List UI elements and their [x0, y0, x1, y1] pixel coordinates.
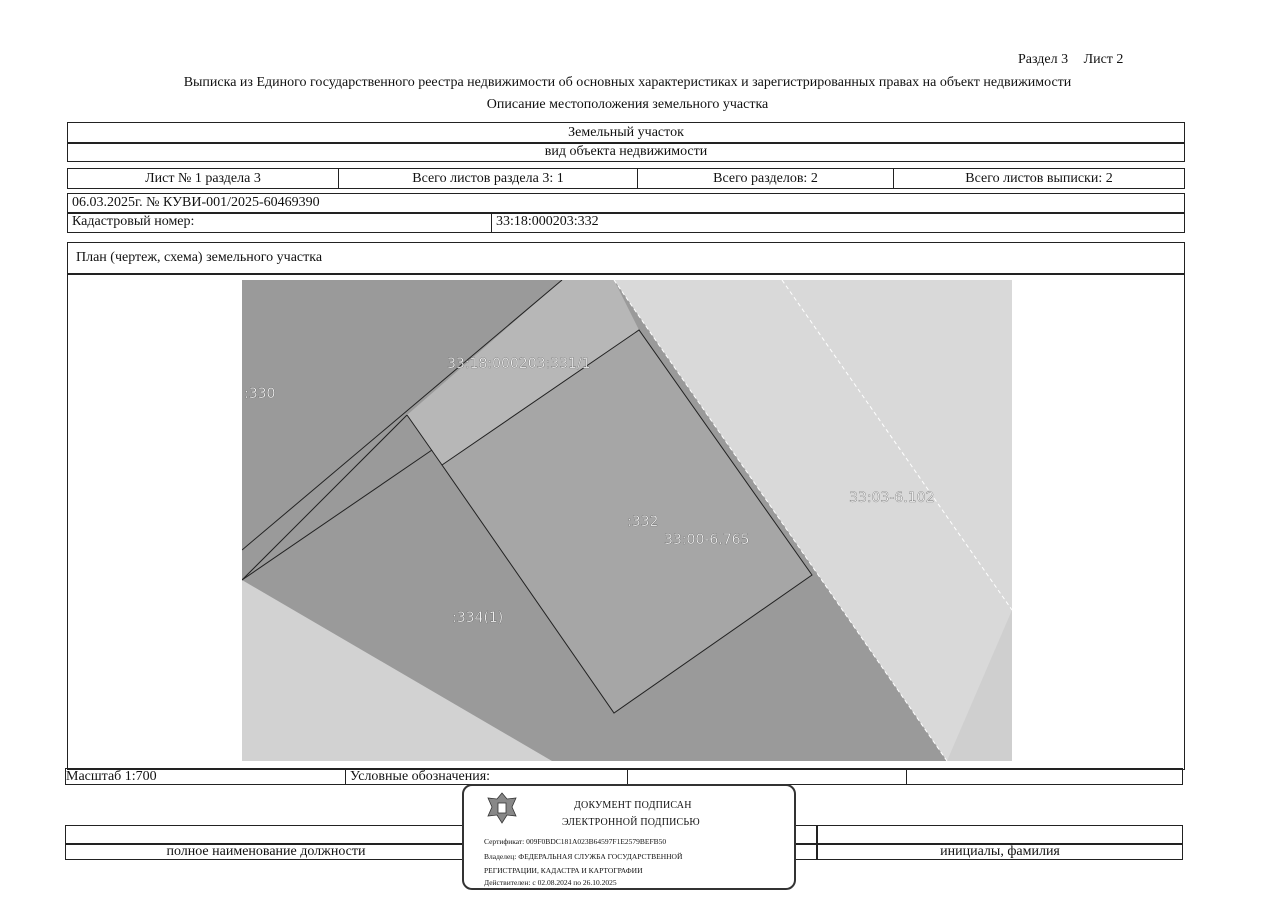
date-number: 06.03.2025г. № КУВИ-001/2025-60469390	[72, 195, 320, 210]
cadastral-label: Кадастровый номер:	[68, 212, 492, 232]
total-sheets: Всего листов выписки: 2	[965, 170, 1113, 186]
emblem-icon	[484, 790, 520, 826]
stamp-validity: Действителен: с 02.08.2024 по 26.10.2025	[484, 878, 617, 887]
scale-label: Масштаб 1:700	[66, 769, 346, 784]
name-label: инициалы, фамилия	[940, 844, 1060, 859]
label-765: 33:00-6.765	[664, 532, 750, 548]
stamp-line-2: ЭЛЕКТРОННОЙ ПОДПИСЬЮ	[562, 817, 700, 828]
document-title: Выписка из Единого государственного реестра недвижимости об основных характеристиках и зарегистрированных правах на объект недвижимости	[183, 75, 1072, 90]
stamp-line-1: ДОКУМЕНТ ПОДПИСАН	[574, 800, 692, 811]
scale-legend-row	[65, 768, 1183, 785]
sheet-label: Лист 2	[1083, 52, 1124, 67]
land-plot-plan	[242, 280, 1012, 761]
object-type-table	[67, 122, 1185, 162]
total-section-sheets: Всего листов раздела 3: 1	[339, 169, 638, 188]
legend-cell-empty	[628, 769, 907, 784]
stamp-certificate: Сертификат: 009F0BDC181A023B64597F1E2579BEFB50	[484, 837, 667, 846]
legend-cell-empty-2	[907, 769, 1182, 784]
plan-drawing	[242, 280, 1012, 761]
label-332: :332	[627, 514, 659, 530]
document-subtitle: Описание местоположения земельного участка	[486, 97, 769, 112]
sheet-number: Лист № 1 раздела 3	[68, 169, 339, 188]
total-sections: Всего разделов: 2	[638, 169, 894, 188]
record-table	[67, 193, 1185, 233]
object-type-label: вид объекта недвижимости	[544, 143, 708, 159]
label-330: :330	[244, 386, 276, 402]
legend-label: Условные обозначения:	[346, 769, 628, 784]
e-signature-stamp	[462, 784, 796, 890]
label-102: 33:03-6.102	[849, 490, 935, 506]
label-331: 33:18:000203:331/1	[447, 356, 591, 372]
sheet-info-row	[67, 168, 1185, 189]
position-label: полное наименование должности	[166, 844, 366, 859]
stamp-owner-1: Владелец: ФЕДЕРАЛЬНАЯ СЛУЖБА ГОСУДАРСТВЕННОЙ	[484, 852, 683, 861]
plan-title: План (чертеж, схема) земельного участка	[76, 250, 323, 265]
cadastral-value: 33:18:000203:332	[496, 214, 599, 229]
stamp-owner-2: РЕГИСТРАЦИИ, КАДАСТРА И КАРТОГРАФИИ	[484, 866, 643, 875]
section-sheet-header	[1018, 52, 1123, 68]
section-label: Раздел 3	[1018, 52, 1069, 67]
label-334: :334(1)	[452, 610, 504, 626]
object-type-value: Земельный участок	[568, 124, 684, 140]
